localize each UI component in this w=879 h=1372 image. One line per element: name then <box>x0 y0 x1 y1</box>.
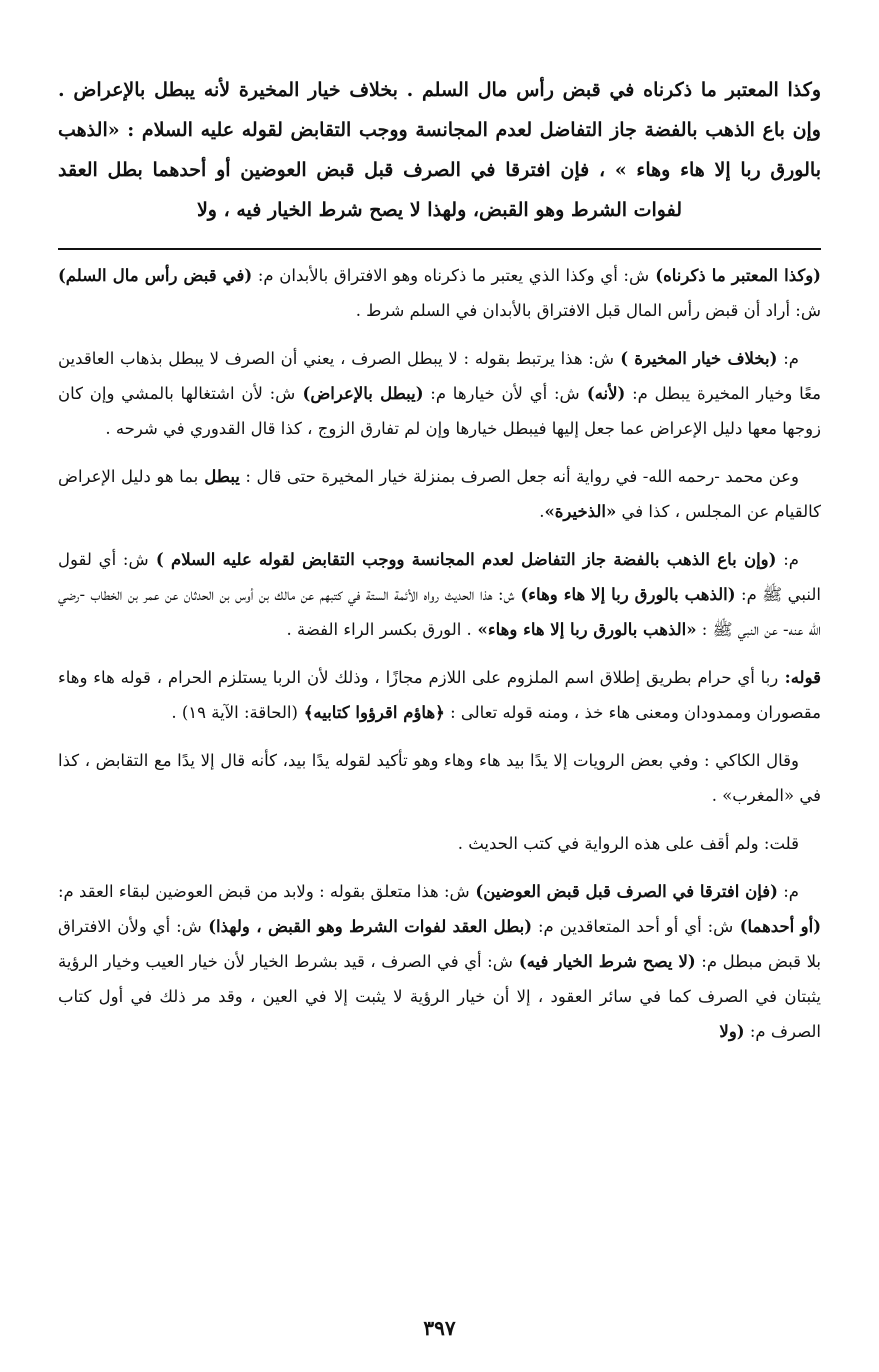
quoted-text: (بخلاف خيار المخيرة ) <box>613 349 778 368</box>
commentary-text: م: <box>776 550 800 569</box>
book-page <box>58 70 821 1372</box>
commentary-text: ش: لأن اشتغالها بالمشي وإن كان زوجها معها دليل الإعراض عما جعل إليها فيبطل خيارها وإن لم تفارق الزوج ، كذا قال القدوري في شرحه . <box>58 384 821 438</box>
commentary-text: ش: أي لقول النبي ﷺ م: <box>58 550 821 604</box>
commentary-text: (الحاقة: الآية ١٩) . <box>171 703 298 722</box>
quoted-text: (وكذا المعتبر ما ذكرناه) <box>649 266 821 285</box>
commentary-text: ربا أي حرام بطريق إطلاق اسم الملزوم على اللازم مجازًا ، وذلك لأن الربا يستلزم الحرام ، قوله هاء وهاء مقصوران وممدودان ومعنى هاء خذ ، ومنه قوله تعالى : <box>58 668 821 722</box>
commentary-paragraph <box>58 258 821 328</box>
quoted-text: (لأنه) <box>579 384 626 403</box>
commentary-text: ش: أي أو أحد المتعاقدين م: <box>532 917 734 936</box>
commentary-section <box>58 258 821 1049</box>
quoted-text: «الذهب بالورق ربا إلا هاء وهاء» <box>471 620 697 639</box>
commentary-text: ش: أراد أن قبض رأس المال قبل الافتراق بالأبدان في السلم شرط . <box>355 301 821 320</box>
commentary-paragraph <box>58 874 821 1049</box>
commentary-text: ش: هذا يرتبط بقوله : لا يبطل الصرف ، يعني أن الصرف لا يبطل بذهاب العاقدين معًا وخيار المخيرة يبطل م: <box>58 349 821 403</box>
quoted-text: ﴿هاؤم اقرؤوا كتابيه﴾ <box>297 703 445 722</box>
commentary-paragraph <box>58 341 821 446</box>
commentary-text: ش: أي لأن خيارها م: <box>423 384 580 403</box>
quoted-text: (يبطل بالإعراض) <box>295 384 424 403</box>
commentary-paragraph <box>58 743 821 813</box>
commentary-text: ش: هذا متعلق بقوله : ولابد من قبض العوضين لبقاء العقد م: <box>58 882 470 901</box>
commentary-text: م: <box>777 882 799 901</box>
main-text: وكذا المعتبر ما ذكرناه في قبض رأس مال السلم . بخلاف خيار المخيرة لأنه يبطل بالإعراض . وإن باع الذهب بالفضة جاز التفاضل لعدم المجانسة ووجب التقابض لقوله عليه السلام : «الذهب بالورق ربا إلا هاء وهاء » ، فإن افترقا في الصرف قبل قبض العوضين أو أحدهما بطل العقد لفوات الشرط وهو القبض، ولهذا لا يصح شرط الخيار فيه ، ولا <box>58 79 821 221</box>
page-number: ٣٩٧ <box>423 1316 456 1340</box>
commentary-paragraph <box>58 660 821 730</box>
quoted-text: (الذهب بالورق ربا إلا هاء وهاء) <box>514 585 736 604</box>
commentary-paragraph <box>58 826 821 861</box>
quoted-text: (وإن باع الذهب بالفضة جاز التفاضل لعدم المجانسة ووجب التقابض لقوله عليه السلام ) <box>148 550 777 569</box>
commentary-text: قلت: ولم أقف على هذه الرواية في كتب الحديث . <box>457 834 799 853</box>
commentary-text: بما هو دليل الإعراض كالقيام عن المجلس ، كذا في <box>58 467 821 521</box>
quoted-text: (لا يصح شرط الخيار فيه) <box>512 952 696 971</box>
quoted-text: (في قبض رأس مال السلم) <box>58 266 253 285</box>
commentary-text: ش: أي في الصرف ، قيد بشرط الخيار لأن خيار العيب وخيار الرؤية يثبتان في الصرف كما في سائر العقود ، إلا أن خيار الرؤية لا يثبت إلا في العين ، وقد مر ذلك في أول كتاب الصرف م: <box>58 952 821 1041</box>
commentary-text: . الورق بكسر الراء الفضة . <box>286 620 472 639</box>
separator-rule <box>58 248 821 250</box>
commentary-text: ش: أي وكذا الذي يعتبر ما ذكرناه وهو الافتراق بالأبدان م: <box>252 266 650 285</box>
commentary-text: وعن محمد -رحمه الله- في رواية أنه جعل الصرف بمنزلة خيار المخيرة حتى قال : <box>239 467 799 486</box>
commentary-text: وقال الكاكي : وفي بعض الرويات إلا يدًا بيد هاء وهاء وهو تأكيد لقوله يدًا بيد، كأنه قال إلا يدًا مع التقابض ، كذا في «المغرب» . <box>58 751 821 805</box>
quoted-text: «الذخيرة» <box>544 502 617 521</box>
quoted-text: قوله: <box>778 668 821 687</box>
commentary-paragraph <box>58 542 821 647</box>
commentary-paragraph <box>58 459 821 529</box>
quoted-text: (ولا <box>719 1022 745 1041</box>
quoted-text: (بطل العقد لفوات الشرط وهو القبض ، ولهذا) <box>201 917 533 936</box>
quoted-text: (فإن افترقا في الصرف قبل قبض العوضين) <box>469 882 778 901</box>
commentary-text: ش: هذا الحديث رواه الأئمة الستة في كتبهم عن مالك بن أوس بن الحدثان عن عمر بن الخطاب -رضي الله عنه- عن النبي ﷺ : <box>58 585 821 639</box>
commentary-text: م: <box>777 349 799 368</box>
quoted-text: يبطل <box>198 467 240 486</box>
quoted-text: (أو أحدهما) <box>733 917 822 936</box>
commentary-text: . <box>539 502 545 521</box>
commentary-text: ش: أي ولأن الافتراق بلا قبض مبطل م: <box>58 917 822 971</box>
